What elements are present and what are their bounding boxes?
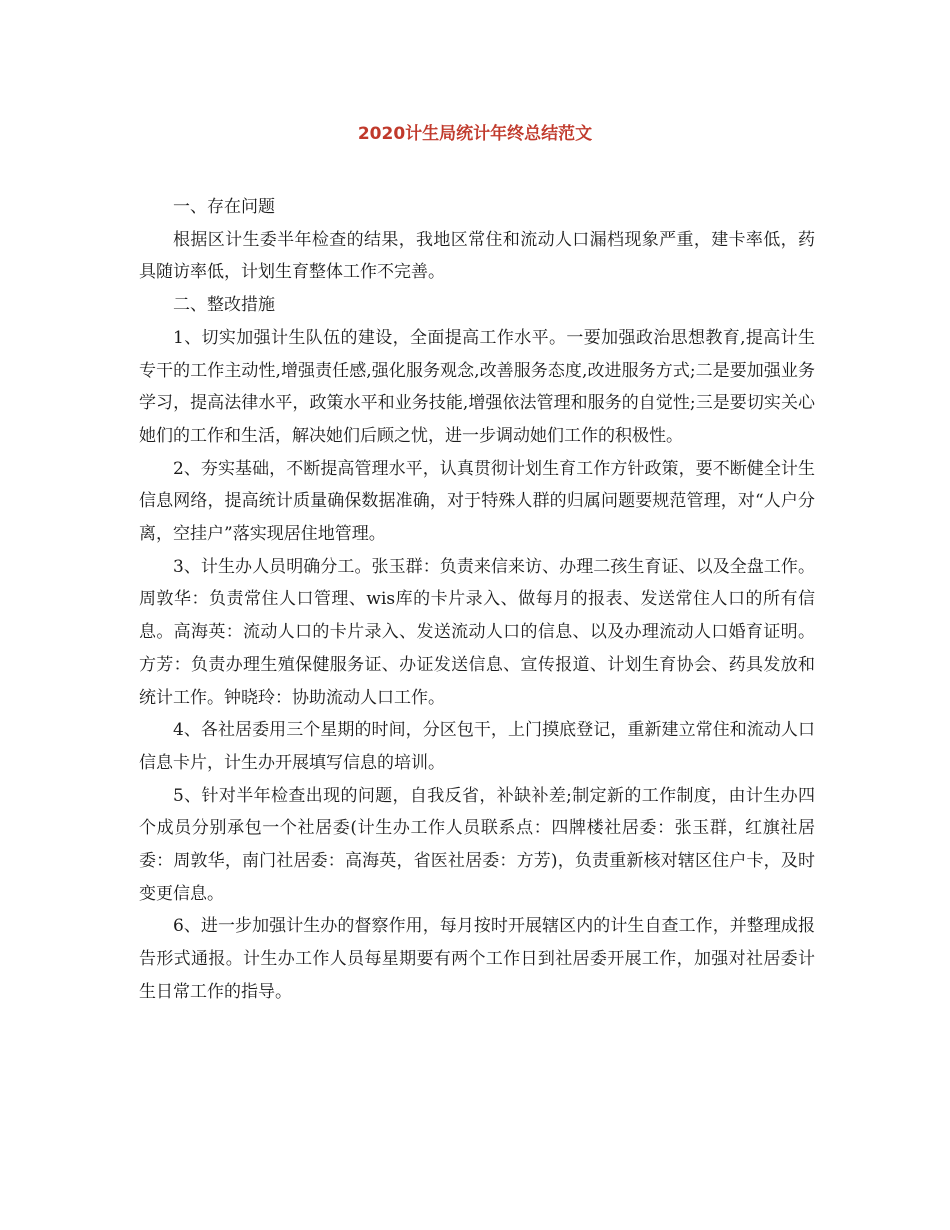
paragraph-measure-5: 5、针对半年检查出现的问题，自我反省，补缺补差;制定新的工作制度，由计生办四个成员分别承包一个社居委(计生办工作人员联系点：四牌楼社居委：张玉群，红旗社居委：周敦华，南门社居委：高海英，省医社居委：方芳)，负责重新核对辖区住户卡，及时变更信息。 bbox=[139, 785, 815, 904]
section-heading-problems: 一、存在问题 bbox=[173, 197, 275, 217]
paragraph-problems: 根据区计生委半年检查的结果，我地区常住和流动人口漏档现象严重，建卡率低，药具随访率低，计划生育整体工作不完善。 bbox=[139, 229, 815, 283]
paragraph-measure-1: 1、切实加强计生队伍的建设，全面提高工作水平。一要加强政治思想教育,提高计生专干的工作主动性,增强责任感,强化服务观念,改善服务态度,改进服务方式;二是要加强业务学习，提高法律水平，政策水平和业务技能,增强依法管理和服务的自觉性;三是要切实关心她们的工作和生活，解决她们后顾之忧，进一步调动她们工作的积极性。 bbox=[139, 327, 815, 446]
paragraph-measure-6: 6、进一步加强计生办的督察作用，每月按时开展辖区内的计生自查工作，并整理成报告形式通报。计生办工作人员每星期要有两个工作日到社居委开展工作，加强对社居委计生日常工作的指导。 bbox=[139, 916, 815, 1002]
document-title: 2020计生局统计年终总结范文 bbox=[357, 124, 593, 144]
paragraph-measure-4: 4、各社居委用三个星期的时间，分区包干，上门摸底登记，重新建立常住和流动人口信息卡片，计生办开展填写信息的培训。 bbox=[139, 720, 815, 773]
paragraph-measure-3: 3、计生办人员明确分工。张玉群：负责来信来访、办理二孩生育证、以及全盘工作。周敦华：负责常住人口管理、wis库的卡片录入、做每月的报表、发送常住人口的所有信息。高海英：流动人口的卡片录入、发送流动人口的信息、以及办理流动人口婚育证明。方芳：负责办理生殖保健服务证、办证发送信息、宣传报道、计划生育协会、药具发放和统计工作。钟晓玲：协助流动人口工作。 bbox=[139, 556, 815, 708]
section-heading-measures: 二、整改措施 bbox=[173, 295, 275, 316]
paragraph-measure-2: 2、夯实基础，不断提高管理水平，认真贯彻计划生育工作方针政策，要不断健全计生信息网络，提高统计质量确保数据准确，对于特殊人群的归属问题要规范管理，对“人户分离，空挂户”落实现居住地管理。 bbox=[139, 458, 815, 545]
document-body bbox=[139, 191, 815, 1009]
